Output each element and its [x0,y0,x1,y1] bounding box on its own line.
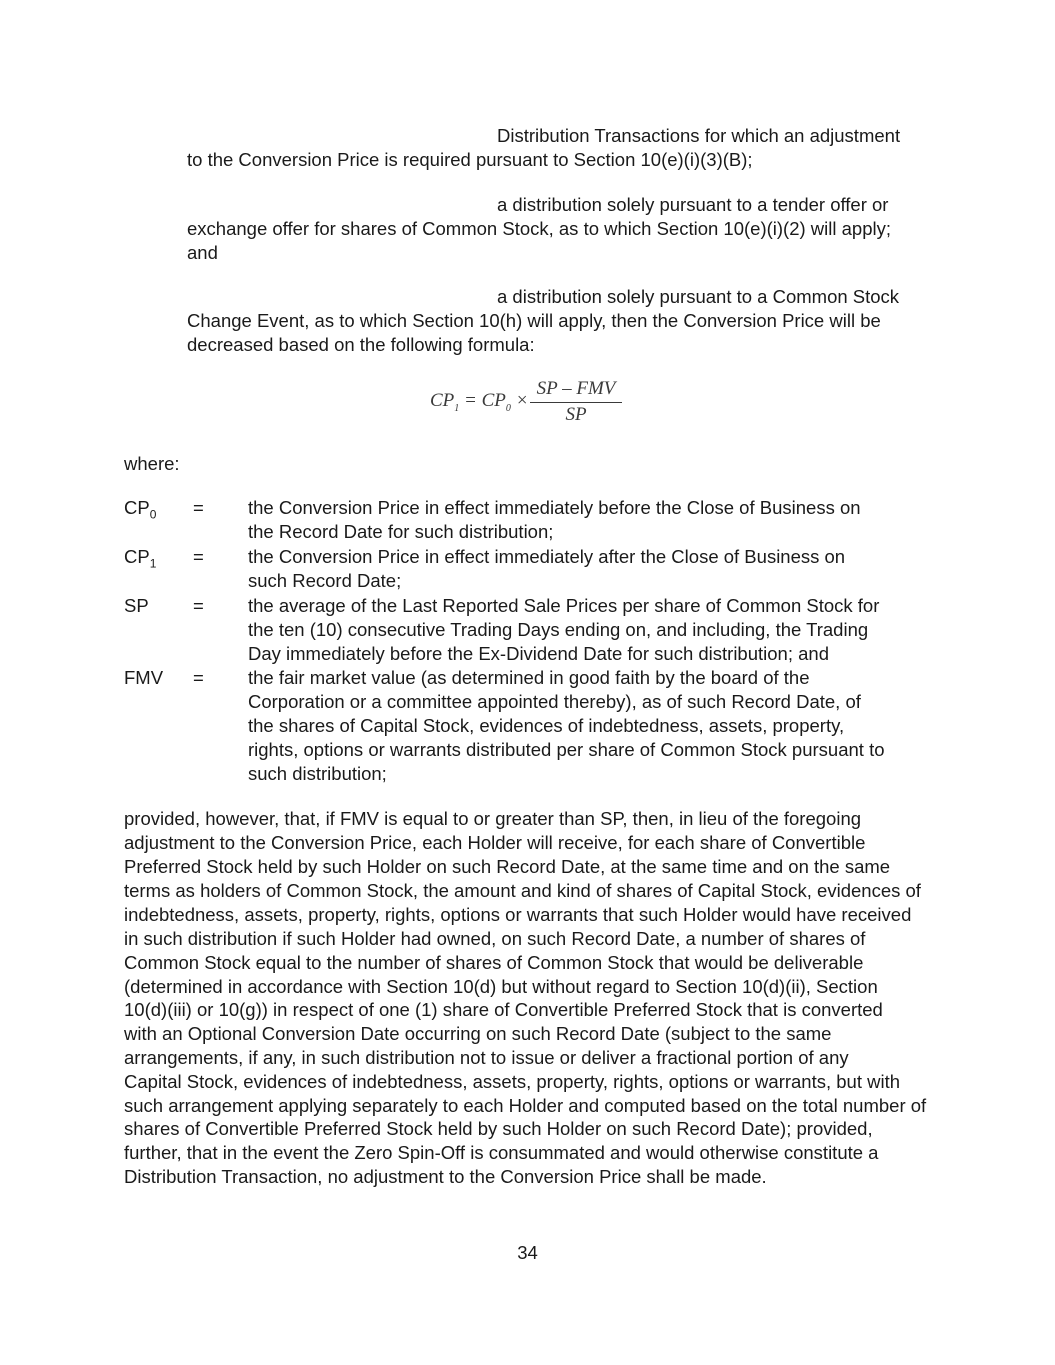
proviso-line: Capital Stock, evidences of indebtedness, assets, property, rights, options or warrants, but with [124,1071,901,1092]
definition-fmv-line-3: the shares of Capital Stock, evidences of indebtedness, assets, property, [248,715,845,736]
proviso-line: terms as holders of Common Stock, the amount and kind of shares of Capital Stock, evidences of [124,880,921,901]
definition-cp0-line-1: the Conversion Price in effect immediately before the Close of Business on [248,497,861,518]
formula-left-side: $CP_1 = CP_0$ × [430,390,529,414]
clause-2-line-3: and [187,242,218,263]
definition-cp0-line-2: the Record Date for such distribution; [248,521,554,542]
proviso-line: (determined in accordance with Section 10(d) but without regard to Section 10(d)(ii), Section [124,976,878,997]
clause-2-line-2: exchange offer for shares of Common Stock, as to which Section 10(e)(i)(2) will apply; [187,218,891,239]
page-number: 34 [517,1242,538,1263]
clause-2-line-1: a distribution solely pursuant to a tender offer or [497,194,889,215]
definition-equals: = [193,546,204,567]
proviso-line: adjustment to the Conversion Price, each Holder will receive, for each share of Convertible [124,832,866,853]
formula-denominator: SP [565,404,587,425]
definition-term-cp1: $CP_1$ [124,546,157,571]
definition-equals: = [193,667,204,688]
proviso-line: Common Stock equal to the number of shares of Common Stock that would be deliverable [124,952,864,973]
definition-fmv-line-2: Corporation or a committee appointed thereby), as of such Record Date, of [248,691,861,712]
proviso-line: arrangements, if any, in such distribution not to issue or deliver a fractional portion of any [124,1047,849,1068]
formula-fraction [530,378,622,427]
proviso-line: further, that in the event the Zero Spin-Off is consummated and would otherwise constitute a [124,1142,879,1163]
clause-3-line-3: decreased based on the following formula: [187,334,535,355]
definition-sp-line-3: Day immediately before the Ex-Dividend Date for such distribution; and [248,643,829,664]
definition-term-sp: SP [124,595,149,616]
definition-equals: = [193,595,204,616]
definition-term-cp0: $CP_0$ [124,497,157,522]
definition-fmv-line-4: rights, options or warrants distributed per share of Common Stock pursuant to [248,739,885,760]
proviso-line: Distribution Transaction, no adjustment to the Conversion Price shall be made. [124,1166,767,1187]
clause-3-line-1: a distribution solely pursuant to a Common Stock [497,286,900,307]
definition-fmv-line-5: such distribution; [248,763,387,784]
clause-1-line-1: Distribution Transactions for which an adjustment [497,125,901,146]
definition-fmv-line-1: the fair market value (as determined in good faith by the board of the [248,667,810,688]
clause-3-line-2: Change Event, as to which Section 10(h) will apply, then the Conversion Price will be [187,310,881,331]
definition-cp1-line-2: such Record Date; [248,570,402,591]
formula-numerator: SP – FMV [530,378,622,403]
where-label: where: [124,453,180,474]
proviso-line: such arrangement applying separately to each Holder and computed based on the total number of [124,1095,927,1116]
proviso-line: 10(d)(iii) or 10(g)) in respect of one (1) share of Convertible Preferred Stock that is converted [124,999,883,1020]
proviso-line: in such distribution if such Holder had owned, on such Record Date, a number of shares of [124,928,866,949]
clause-1-line-2: to the Conversion Price is required pursuant to Section 10(e)(i)(3)(B); [187,149,753,170]
proviso-line: with an Optional Conversion Date occurring on such Record Date (subject to the same [124,1023,832,1044]
definition-sp-line-2: the ten (10) consecutive Trading Days ending on, and including, the Trading [248,619,869,640]
proviso-line: provided, however, that, if FMV is equal to or greater than SP, then, in lieu of the foregoing [124,808,862,829]
proviso-line: Preferred Stock held by such Holder on such Record Date, at the same time and on the same [124,856,891,877]
definition-cp1-line-1: the Conversion Price in effect immediately after the Close of Business on [248,546,846,567]
definition-equals: = [193,497,204,518]
definition-term-fmv: FMV [124,667,164,688]
definition-sp-line-1: the average of the Last Reported Sale Prices per share of Common Stock for [248,595,880,616]
proviso-line: shares of Convertible Preferred Stock held by such Holder on such Record Date); provided, [124,1118,873,1139]
proviso-line: indebtedness, assets, property, rights, options or warrants that such Holder would have received [124,904,912,925]
